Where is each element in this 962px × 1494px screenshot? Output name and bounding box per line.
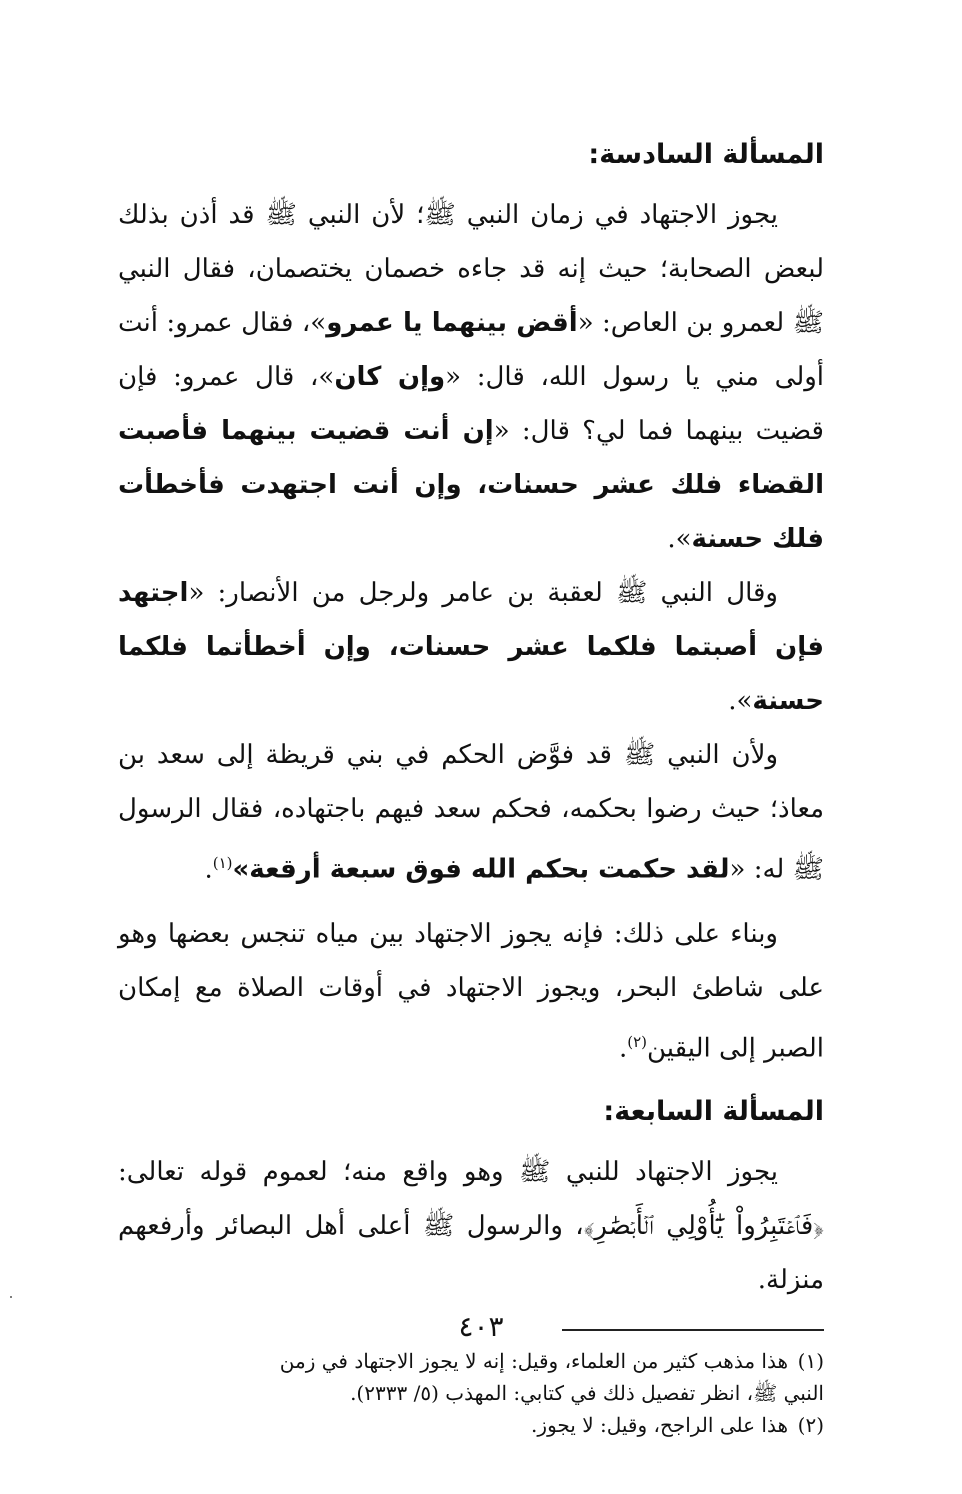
paragraph-6-3	[118, 728, 824, 897]
page-number: ٤٠٣	[458, 1310, 504, 1343]
scan-speck	[10, 1296, 12, 1298]
hadith-quote: أقض بينهما يا عمرو	[326, 308, 578, 338]
paragraph-7-1	[118, 1145, 824, 1307]
paragraph-6-1	[118, 188, 824, 566]
text-run: وبناء على ذلك: فإنه يجوز الاجتهاد بين مياه تنجس بعضها وهو على شاطئ البحر، ويجوز الاجتهاد في أوقات الصلاة مع إمكان الصبر إلى اليقين	[118, 918, 824, 1064]
footnote-1-continued	[118, 1377, 824, 1409]
text-run: وقال النبي ﷺ لعقبة بن عامر ولرجل من الأنصار: «	[188, 578, 778, 608]
footnote-reference[interactable]: (١)	[212, 854, 233, 872]
section-heading-7: المسألة السابعة:	[603, 1096, 824, 1128]
text-run: ، والرسول ﷺ أعلى أهل البصائر وأرفعهم منزلة.	[118, 1211, 824, 1296]
text-run: »، قال عمرو: فإن قضيت بينهما فما لي؟ قال: «	[118, 362, 824, 446]
paragraph-6-4	[118, 907, 824, 1076]
page-body	[118, 128, 824, 1441]
text-run: .	[618, 1033, 628, 1064]
hadith-quote: وإن كان	[334, 362, 446, 392]
text-run: »، فقال عمرو: أنت أولى مني يا رسول الله، قال: «	[118, 308, 825, 392]
footnote-number: (١)	[797, 1349, 824, 1374]
text-run: ».	[728, 686, 753, 716]
text-run: ولأن النبي ﷺ قد فوَّض الحكم في بني قريظة إلى سعد بن معاذ؛ حيث رضوا بحكمه، فحكم سعد فيهم باجتهاده، فقال الرسول ﷺ له: «	[118, 740, 824, 885]
footnote-number: (٢)	[797, 1413, 824, 1438]
text-run: »	[232, 854, 250, 885]
footnote-1	[118, 1345, 824, 1377]
section-heading-6: المسألة السادسة:	[588, 139, 824, 170]
footnote-reference[interactable]: (٢)	[627, 1032, 647, 1051]
text-run: ».	[667, 524, 692, 554]
hadith-quote: لقد حكمت بحكم الله فوق سبعة أرقعة	[249, 854, 730, 885]
quran-verse: ﴿فَٱعۡتَبِرُواْ يَٰٓأُوْلِي ٱلۡأَبۡصَٰرِ﴾	[583, 1211, 824, 1242]
footnote-2	[118, 1409, 824, 1441]
footnote-text: هذا على الراجح، وقيل: لا يجوز.	[531, 1413, 788, 1438]
paragraph-6-2	[118, 566, 824, 728]
text-run: يجوز الاجتهاد في زمان النبي ﷺ؛ لأن النبي ﷺ قد أذن بذلك لبعض الصحابة؛ حيث إنه قد جاءه خصمان يختصمان، فقال النبي ﷺ لعمرو بن العاص: «	[118, 200, 824, 338]
hadith-quote: إن أنت قضيت بينهما فأصبت القضاء فلك عشر حسنات، وإن أنت اجتهدت فأخطأت فلك حسنة	[118, 416, 824, 554]
text-run: يجوز الاجتهاد للنبي ﷺ وهو واقع منه؛ لعموم قوله تعالى:	[118, 1157, 778, 1188]
footnote-text: النبي ﷺ، انظر تفصيل ذلك في كتابي: المهذب (٥/ ٢٣٣٣).	[350, 1381, 824, 1406]
text-run: .	[204, 854, 213, 885]
hadith-quote: اجتهد فإن أصبتما فلكما عشر حسنات، وإن أخطأتما فلكما حسنة	[118, 578, 824, 716]
footnote-text: هذا مذهب كثير من العلماء، وقيل: إنه لا يجوز الاجتهاد في زمن	[279, 1349, 788, 1374]
